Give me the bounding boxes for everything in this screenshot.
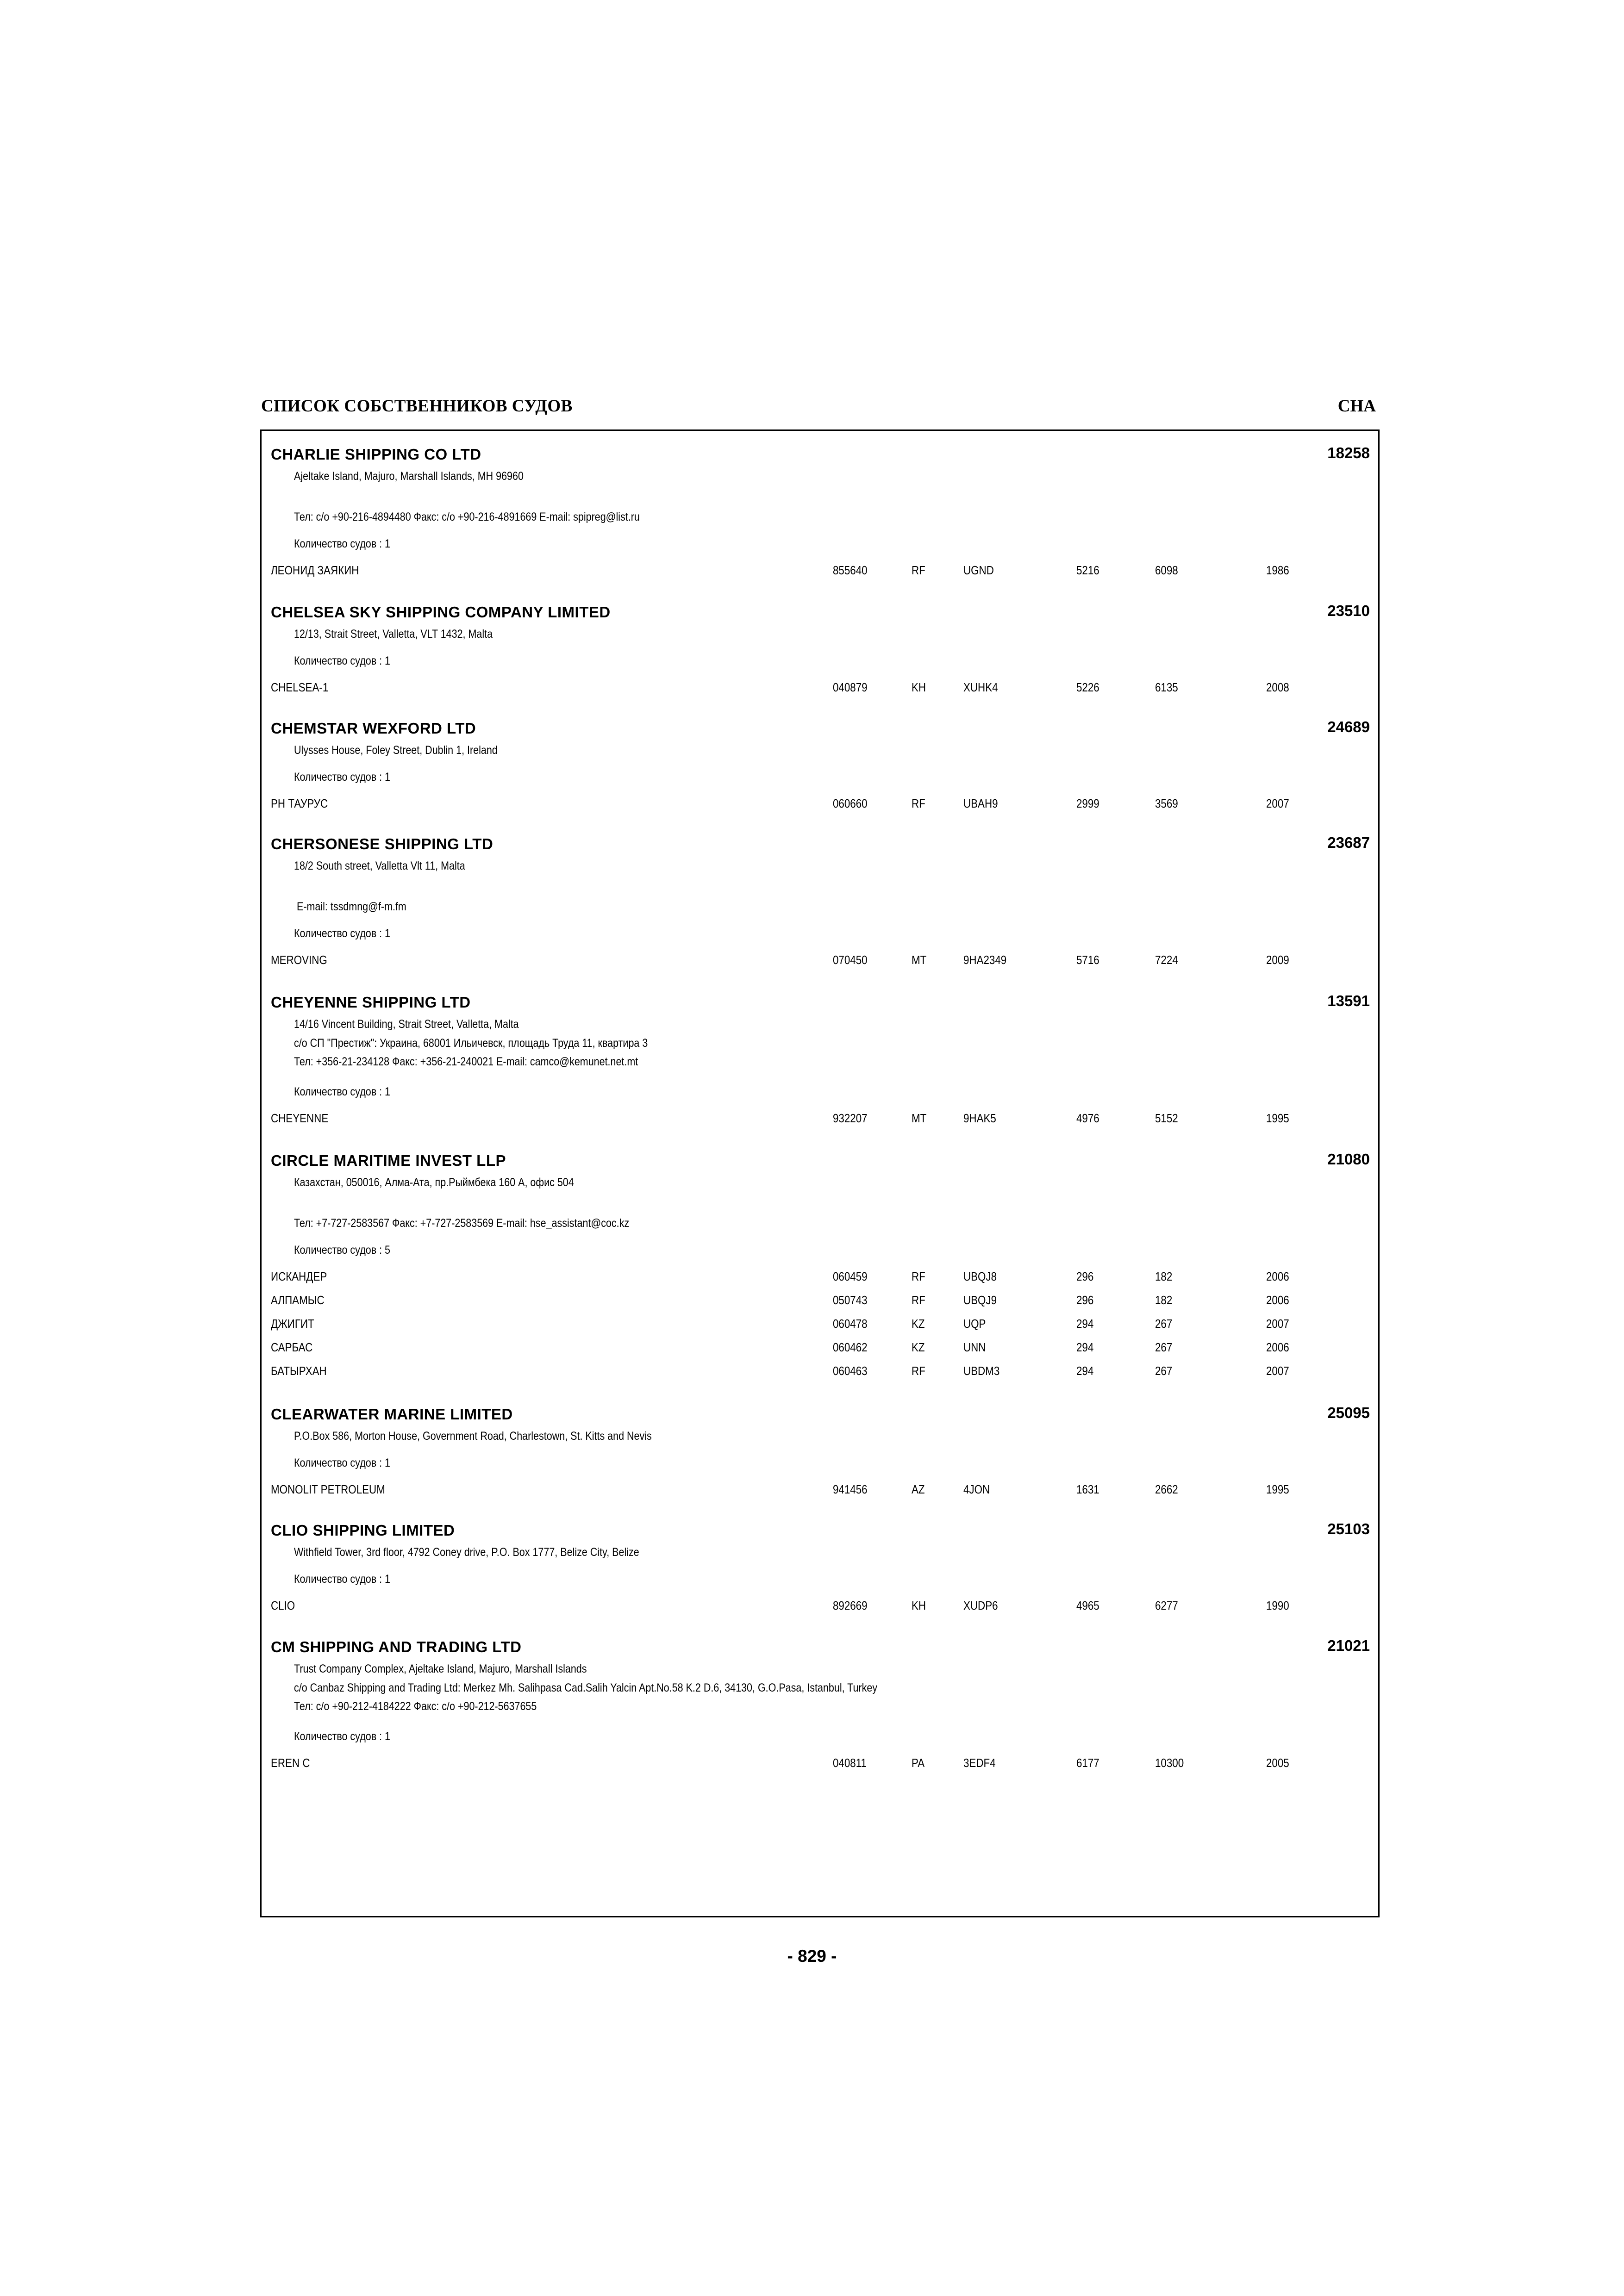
owner-ship-count: Количество судов : 5 xyxy=(294,1244,391,1257)
ship-deadweight: 10300 xyxy=(1155,1756,1184,1770)
ship-number: 855640 xyxy=(833,563,868,577)
ship-name: ЛЕОНИД ЗАЯКИН xyxy=(271,563,359,577)
ship-callsign: XUHK4 xyxy=(963,680,998,694)
ship-deadweight: 3569 xyxy=(1155,796,1178,810)
owner-id: 13591 xyxy=(1327,992,1370,1009)
ship-number: 040879 xyxy=(833,680,868,694)
owner-id: 23510 xyxy=(1327,602,1370,619)
owner-contacts: Тел: c/o +90-212-4184222 Факс: c/o +90-212-5637655 xyxy=(294,1700,537,1713)
ship-year: 2006 xyxy=(1266,1293,1289,1307)
owner-address: 18/2 South street, Valletta Vlt 11, Malta xyxy=(294,859,465,872)
ship-year: 1986 xyxy=(1266,563,1289,577)
ship-flag: MT xyxy=(912,1111,927,1125)
owner-ship-count: Количество судов : 1 xyxy=(294,771,391,784)
ship-flag: RF xyxy=(912,1293,925,1307)
ship-gross-tonnage: 5716 xyxy=(1076,953,1099,967)
ship-number: 892669 xyxy=(833,1599,868,1612)
ship-number: 060463 xyxy=(833,1364,868,1378)
owner-address: Ulysses House, Foley Street, Dublin 1, Ireland xyxy=(294,744,498,757)
ship-year: 2006 xyxy=(1266,1269,1289,1283)
ship-flag: KZ xyxy=(912,1317,925,1331)
ship-name: CHELSEA-1 xyxy=(271,680,329,694)
ship-number: 040811 xyxy=(833,1756,867,1770)
owner-address: Trust Company Complex, Ajeltake Island, Majuro, Marshall Islands xyxy=(294,1662,587,1675)
owner-contacts: Тел: +7-727-2583567 Факс: +7-727-2583569 E-mail: hse_assistant@coc.kz xyxy=(294,1217,630,1230)
owner-address: Withfield Tower, 3rd floor, 4792 Coney drive, P.O. Box 1777, Belize City, Belize xyxy=(294,1546,639,1559)
ship-gross-tonnage: 6177 xyxy=(1076,1756,1099,1770)
page-header-title: СПИСОК СОБСТВЕННИКОВ СУДОВ xyxy=(261,397,573,416)
ship-gross-tonnage: 294 xyxy=(1076,1364,1094,1378)
ship-gross-tonnage: 296 xyxy=(1076,1293,1094,1307)
ship-number: 050743 xyxy=(833,1293,868,1307)
ship-row xyxy=(271,1317,1336,1331)
owner-ship-count: Количество судов : 1 xyxy=(294,1085,391,1098)
ship-year: 1995 xyxy=(1266,1111,1289,1125)
owner-name: CLEARWATER MARINE LIMITED xyxy=(271,1406,513,1423)
ship-flag: PA xyxy=(912,1756,925,1770)
owner-name: CM SHIPPING AND TRADING LTD xyxy=(271,1638,522,1655)
ship-name: CHEYENNE xyxy=(271,1111,329,1125)
owner-extra-address: c/o Canbaz Shipping and Trading Ltd: Merkez Mh. Salihpasa Cad.Salih Yalcin Apt.No.58 K.2 D.6, 34130, G.O.Pasa, Istanbul, Turkey xyxy=(294,1681,878,1694)
ship-gross-tonnage: 296 xyxy=(1076,1269,1094,1283)
ship-name: CLIO xyxy=(271,1599,295,1612)
ship-deadweight: 6135 xyxy=(1155,680,1178,694)
page-header-section-code: CHA xyxy=(1337,397,1376,416)
ship-deadweight: 182 xyxy=(1155,1269,1173,1283)
ship-name: MONOLIT PETROLEUM xyxy=(271,1482,385,1496)
owner-name: CHELSEA SKY SHIPPING COMPANY LIMITED xyxy=(271,604,611,621)
ship-callsign: UBQJ8 xyxy=(963,1269,997,1283)
ship-name: MEROVING xyxy=(271,953,327,967)
ship-year: 2008 xyxy=(1266,680,1289,694)
ship-deadweight: 267 xyxy=(1155,1364,1173,1378)
ship-flag: RF xyxy=(912,796,925,810)
ship-row xyxy=(271,953,1336,967)
ship-deadweight: 7224 xyxy=(1155,953,1178,967)
owner-id: 25095 xyxy=(1327,1404,1370,1421)
ship-callsign: UBDM3 xyxy=(963,1364,1000,1378)
ship-gross-tonnage: 294 xyxy=(1076,1340,1094,1354)
owner-contacts: Тел: +356-21-234128 Факс: +356-21-240021 E-mail: camco@kemunet.net.mt xyxy=(294,1055,638,1068)
ship-callsign: UBQJ9 xyxy=(963,1293,997,1307)
ship-year: 2005 xyxy=(1266,1756,1289,1770)
ship-flag: KH xyxy=(912,680,926,694)
ship-row xyxy=(271,1111,1336,1125)
owner-ship-count: Количество судов : 1 xyxy=(294,1730,391,1743)
ship-callsign: 9HA2349 xyxy=(963,953,1007,967)
owner-contacts: Тел: c/o +90-216-4894480 Факс: c/o +90-216-4891669 E-mail: spipreg@list.ru xyxy=(294,510,640,523)
ship-deadweight: 6098 xyxy=(1155,563,1178,577)
ship-name: БАТЫРХАН xyxy=(271,1364,327,1378)
owner-id: 23687 xyxy=(1327,834,1370,851)
ship-name: АЛПАМЫС xyxy=(271,1293,325,1307)
ship-number: 060478 xyxy=(833,1317,868,1331)
owner-address: 12/13, Strait Street, Valletta, VLT 1432, Malta xyxy=(294,628,493,641)
ship-name: САРБАС xyxy=(271,1340,313,1354)
ship-year: 2007 xyxy=(1266,1317,1289,1331)
ship-gross-tonnage: 4965 xyxy=(1076,1599,1099,1612)
owner-ship-count: Количество судов : 1 xyxy=(294,1573,391,1586)
owner-ship-count: Количество судов : 1 xyxy=(294,927,391,940)
ship-number: 060660 xyxy=(833,796,868,810)
ship-name: ДЖИГИТ xyxy=(271,1317,314,1331)
ship-callsign: UGND xyxy=(963,563,994,577)
ship-row xyxy=(271,1482,1336,1496)
ship-flag: RF xyxy=(912,563,925,577)
owner-id: 25103 xyxy=(1327,1520,1370,1537)
ship-number: 070450 xyxy=(833,953,868,967)
owner-name: CHERSONESE SHIPPING LTD xyxy=(271,835,493,852)
ship-callsign: UNN xyxy=(963,1340,986,1354)
ship-name: РН ТАУРУС xyxy=(271,796,328,810)
ship-deadweight: 182 xyxy=(1155,1293,1173,1307)
ship-gross-tonnage: 5226 xyxy=(1076,680,1099,694)
owner-id: 24689 xyxy=(1327,718,1370,735)
ship-flag: RF xyxy=(912,1364,925,1378)
ship-flag: AZ xyxy=(912,1482,925,1496)
ship-year: 2006 xyxy=(1266,1340,1289,1354)
ship-callsign: UBAH9 xyxy=(963,796,998,810)
ship-flag: MT xyxy=(912,953,927,967)
ship-year: 1990 xyxy=(1266,1599,1289,1612)
ship-callsign: XUDP6 xyxy=(963,1599,998,1612)
owner-extra-address: c/o СП "Престиж": Украина, 68001 Ильичевск, площадь Труда 11, квартира 3 xyxy=(294,1037,648,1050)
owner-ship-count: Количество судов : 1 xyxy=(294,654,391,667)
ship-gross-tonnage: 5216 xyxy=(1076,563,1099,577)
owner-name: CHARLIE SHIPPING CO LTD xyxy=(271,446,481,463)
ship-flag: RF xyxy=(912,1269,925,1283)
ship-year: 1995 xyxy=(1266,1482,1289,1496)
owner-id: 21080 xyxy=(1327,1151,1370,1168)
ship-deadweight: 267 xyxy=(1155,1317,1173,1331)
ship-year: 2007 xyxy=(1266,796,1289,810)
ship-row xyxy=(271,796,1336,810)
owner-id: 18258 xyxy=(1327,444,1370,461)
owner-name: CHEYENNE SHIPPING LTD xyxy=(271,994,471,1011)
ship-deadweight: 6277 xyxy=(1155,1599,1178,1612)
ship-deadweight: 5152 xyxy=(1155,1111,1178,1125)
owner-ship-count: Количество судов : 1 xyxy=(294,1456,391,1469)
ship-flag: KH xyxy=(912,1599,926,1612)
ship-gross-tonnage: 294 xyxy=(1076,1317,1094,1331)
ship-gross-tonnage: 1631 xyxy=(1076,1482,1099,1496)
ship-callsign: 4JON xyxy=(963,1482,990,1496)
ship-callsign: 9HAK5 xyxy=(963,1111,996,1125)
owner-name: CLIO SHIPPING LIMITED xyxy=(271,1522,455,1539)
ship-row xyxy=(271,1756,1336,1770)
owner-contacts: E-mail: tssdmng@f-m.fm xyxy=(297,900,406,913)
ship-row xyxy=(271,1599,1336,1612)
ship-callsign: UQP xyxy=(963,1317,986,1331)
ship-row xyxy=(271,1364,1336,1378)
owners-frame xyxy=(260,429,1380,1917)
ship-row xyxy=(271,1340,1336,1354)
ship-deadweight: 267 xyxy=(1155,1340,1173,1354)
ship-row xyxy=(271,563,1336,577)
owner-address: P.O.Box 586, Morton House, Government Road, Charlestown, St. Kitts and Nevis xyxy=(294,1430,652,1443)
ship-callsign: 3EDF4 xyxy=(963,1756,996,1770)
ship-row xyxy=(271,1293,1336,1307)
ship-flag: KZ xyxy=(912,1340,925,1354)
ship-row xyxy=(271,1269,1336,1283)
ship-number: 932207 xyxy=(833,1111,868,1125)
owner-address: 14/16 Vincent Building, Strait Street, Valletta, Malta xyxy=(294,1018,519,1031)
ship-deadweight: 2662 xyxy=(1155,1482,1178,1496)
owner-address: Ajeltake Island, Majuro, Marshall Islands, MH 96960 xyxy=(294,470,524,483)
ship-number: 941456 xyxy=(833,1482,868,1496)
ship-year: 2007 xyxy=(1266,1364,1289,1378)
ship-number: 060459 xyxy=(833,1269,868,1283)
ship-name: EREN C xyxy=(271,1756,310,1770)
ship-gross-tonnage: 4976 xyxy=(1076,1111,1099,1125)
page-number: - 829 - xyxy=(787,1947,837,1966)
ship-name: ИСКАНДЕР xyxy=(271,1269,327,1283)
owner-name: CHEMSTAR WEXFORD LTD xyxy=(271,720,476,737)
ship-number: 060462 xyxy=(833,1340,868,1354)
owner-ship-count: Количество судов : 1 xyxy=(294,537,391,550)
ship-row xyxy=(271,680,1336,694)
owner-id: 21021 xyxy=(1327,1637,1370,1654)
owner-name: CIRCLE MARITIME INVEST LLP xyxy=(271,1152,506,1169)
ship-gross-tonnage: 2999 xyxy=(1076,796,1099,810)
ship-year: 2009 xyxy=(1266,953,1289,967)
owner-address: Казахстан, 050016, Алма-Ата, пр.Рыймбека 160 А, офис 504 xyxy=(294,1176,574,1189)
